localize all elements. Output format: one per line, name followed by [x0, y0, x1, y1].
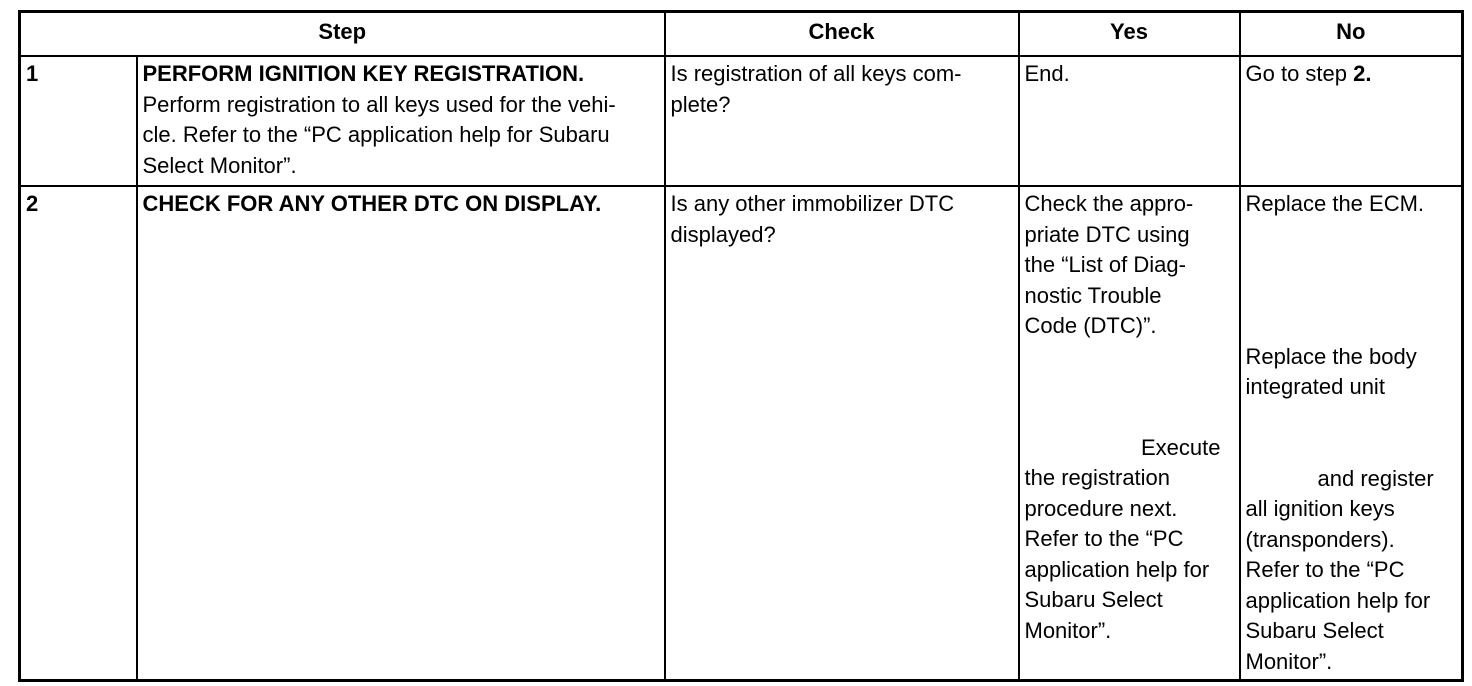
header-check: Check: [665, 12, 1019, 57]
yes-line: Check the appro-: [1024, 191, 1194, 216]
header-no: No: [1240, 12, 1463, 57]
yes-line: priate DTC using: [1024, 221, 1190, 247]
check-line: displayed?: [670, 221, 776, 247]
table-header-row: [20, 12, 1463, 57]
no-line: integrated unit: [1245, 374, 1385, 399]
no-suffix: .: [1365, 61, 1372, 86]
step-description: [137, 186, 665, 681]
table-row: [20, 186, 1463, 681]
step-body-line: Perform registration to all keys used for the vehi-: [142, 91, 616, 117]
no-line: Replace the body: [1245, 343, 1417, 369]
yes-gap: [1025, 342, 1235, 433]
step-number: 1: [20, 56, 137, 186]
no-line: Subaru Select: [1245, 618, 1384, 643]
check-cell: [665, 56, 1019, 186]
no-step-link: 2: [1353, 61, 1366, 86]
step-title: PERFORM IGNITION KEY REGISTRATION.: [142, 61, 585, 86]
yes-line: End.: [1024, 61, 1070, 86]
yes-cell: [1019, 56, 1240, 186]
header-yes: Yes: [1019, 12, 1240, 57]
step-title: CHECK FOR ANY OTHER DTC ON DISPLAY.: [142, 191, 602, 216]
yes-line: the registration: [1024, 465, 1171, 490]
no-cell: [1240, 186, 1463, 681]
no-line: all ignition keys: [1245, 496, 1395, 521]
no-line: Monitor”.: [1245, 648, 1333, 674]
check-line: Is registration of all keys com-: [670, 61, 962, 86]
step-description: [137, 56, 665, 186]
table-row: [20, 56, 1463, 186]
yes-line: Code (DTC)”.: [1024, 313, 1157, 338]
check-line: Is any other immobilizer DTC: [670, 191, 955, 216]
no-prefix: Go to step: [1245, 61, 1354, 86]
no-and-register: and register: [1317, 465, 1434, 491]
check-cell: [665, 186, 1019, 681]
no-gap: [1246, 403, 1458, 464]
no-line: (transponders).: [1245, 526, 1395, 552]
yes-line: procedure next.: [1024, 495, 1178, 521]
header-step: Step: [20, 12, 665, 57]
yes-line: Refer to the “PC: [1024, 526, 1184, 551]
yes-line: application help for: [1024, 556, 1210, 582]
yes-line: nostic Trouble: [1024, 282, 1162, 308]
check-line: plete?: [670, 91, 731, 117]
step-body-line: cle. Refer to the “PC application help for Subaru: [142, 122, 610, 147]
yes-line: Monitor”.: [1024, 617, 1112, 643]
no-line: application help for: [1245, 587, 1431, 613]
step-number: 2: [20, 186, 137, 681]
diagnostic-table: [18, 10, 1464, 682]
yes-line: Subaru Select: [1024, 587, 1163, 612]
yes-execute: Execute: [1141, 434, 1221, 460]
yes-cell: [1019, 186, 1240, 681]
no-line: Refer to the “PC: [1245, 557, 1405, 582]
step-body-line: Select Monitor”.: [142, 152, 297, 178]
no-line: Replace the ECM.: [1245, 191, 1425, 216]
no-gap: [1246, 220, 1458, 342]
yes-line: the “List of Diag-: [1024, 252, 1186, 277]
no-cell: [1240, 56, 1463, 186]
